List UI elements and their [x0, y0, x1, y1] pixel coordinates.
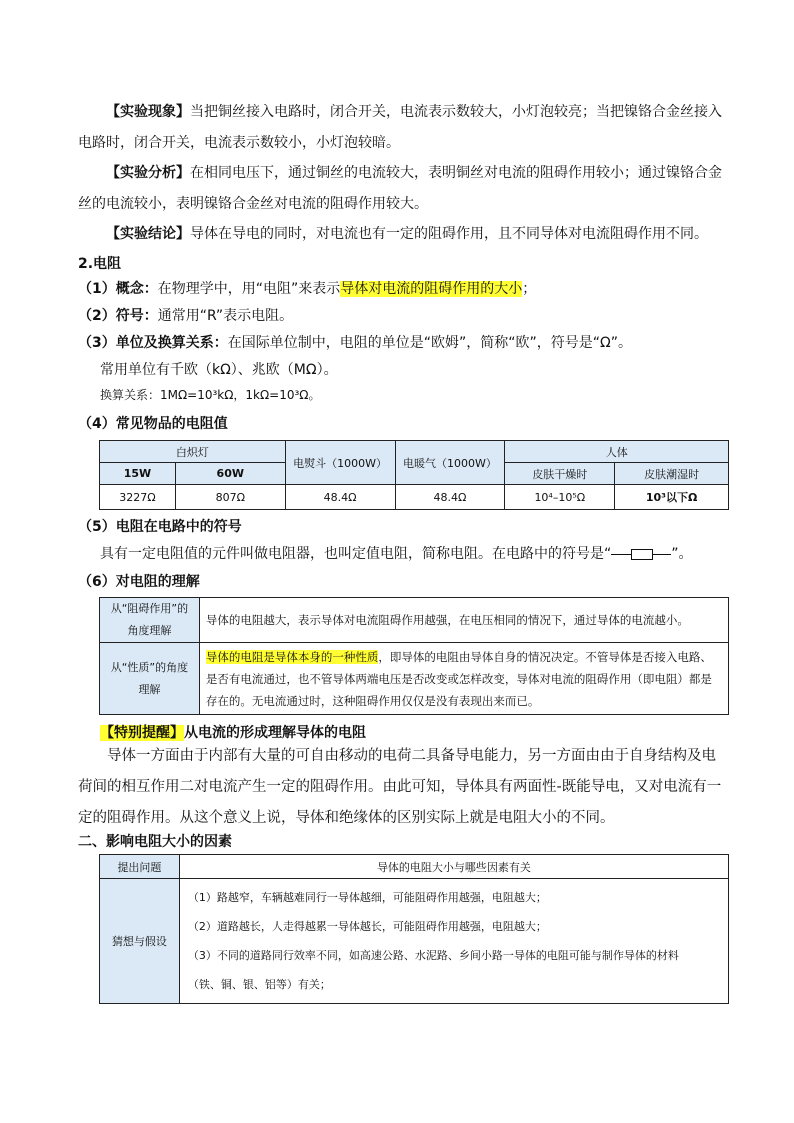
- row1-head: 从“阻碍作用”的角度理解: [100, 598, 200, 643]
- w15-header: 15W: [100, 463, 176, 485]
- unit-text: 在国际单位制中，电阻的单位是“欧姆”，简称“欧”，符号是“Ω”。: [227, 335, 632, 351]
- value-heater: 48.4Ω: [395, 485, 505, 510]
- hypothesis-2: （2）道路越长，人走得越累一导体越长，可能阻碍作用越强，电阻越大；: [187, 920, 547, 933]
- concept-end: ；: [522, 281, 537, 297]
- w60-header: 60W: [175, 463, 285, 485]
- reminder-line: [100, 722, 366, 742]
- dry-header: 皮肤干燥时: [505, 463, 615, 485]
- factors-heading: 二、影响电阻大小的因素: [78, 834, 232, 850]
- conclusion-label: 【实验结论】: [106, 226, 190, 242]
- heater-header: 电暖气（1000W）: [395, 441, 505, 485]
- unit-line: [78, 332, 632, 352]
- resistance-heading: 2.电阻: [78, 256, 122, 272]
- question-label: 提出问题: [100, 855, 180, 879]
- question-text: 导体的电阻大小与哪些因素有关: [179, 855, 728, 879]
- human-header: 人体: [505, 441, 729, 463]
- understanding-label: （6）对电阻的理解: [78, 574, 200, 590]
- circuit-line: [100, 543, 693, 563]
- factors-table: [99, 854, 729, 1004]
- resistor-symbol-icon: [611, 548, 671, 560]
- hypothesis-3a: （3）不同的道路同行效率不同，如高速公路、水泥路、乡间小路一导体的电阻可能与制作导体的材料: [187, 949, 679, 962]
- hypothesis-cell: [179, 879, 728, 1004]
- iron-header: 电熨斗（1000W）: [285, 441, 395, 485]
- phenomenon-label: 【实验现象】: [106, 104, 190, 120]
- phenomenon-text: 当把铜丝接入电路时，闭合开关，电流表示数较大，小灯泡较亮；当把镍铬合金丝接入电路时，闭合开关，电流表示数较小，小灯泡较暗。: [78, 104, 722, 151]
- unit-label: （3）单位及换算关系：: [78, 335, 228, 351]
- hypothesis-label: 猜想与假设: [100, 879, 180, 1004]
- concept-highlight: 导体对电流的阻碍作用的大小: [340, 281, 523, 297]
- reminder-title: 从电流的形成理解导体的电阻: [184, 725, 366, 741]
- conclusion-paragraph: [78, 219, 724, 250]
- value-dry: 10⁴–10⁵Ω: [505, 485, 615, 510]
- concept-line: [78, 278, 536, 298]
- hypothesis-1: （1）路越窄，车辆越难同行一导体越细，可能阻碍作用越强，电阻越大；: [187, 891, 547, 904]
- wet-header: 皮肤潮湿时: [615, 463, 729, 485]
- row2-head: 从“性质”的角度理解: [100, 643, 200, 715]
- symbol-text: 通常用“R”表示电阻。: [157, 308, 294, 324]
- hypothesis-3b: （铁、铜、银、铝等）有关；: [187, 978, 331, 991]
- common-units: 常用单位有千欧（kΩ）、兆欧（MΩ）。: [100, 362, 338, 378]
- reminder-label: 【特别提醒】: [100, 725, 184, 741]
- conclusion-text: 导体在导电的同时，对电流也有一定的阻碍作用，且不同导体对电流阻碍作用不同。: [190, 226, 708, 242]
- row2-cell: [199, 643, 728, 715]
- symbol-line: [78, 305, 293, 325]
- row1-text: 导体的电阻越大，表示导体对电流阻碍作用越强，在电压相同的情况下，通过导体的电流越小。: [199, 598, 728, 643]
- analysis-label: 【实验分析】: [106, 165, 190, 181]
- row2-text: ，即导体的电阻由导体自身的情况决定。不管导体是否接入电路、是否有电流通过，也不管导体两端电压是否改变或怎样改变，导体对电流的阻碍作用（即电阻）都是存在的。无电流通过时，这种阻碍作用仅仅是没有表现出来而已。: [205, 649, 712, 708]
- circuit-label: （5）电阻在电路中的符号: [78, 519, 242, 535]
- resistance-values-table: [99, 440, 729, 510]
- concept-label: （1）概念：: [78, 281, 158, 297]
- value-wet: 10³以下Ω: [615, 485, 729, 510]
- incandescent-header: 白炽灯: [100, 441, 286, 463]
- value-60w: 807Ω: [175, 485, 285, 510]
- analysis-paragraph: [78, 158, 724, 220]
- value-15w: 3227Ω: [100, 485, 176, 510]
- reminder-paragraph: 导体一方面由于内部有大量的可自由移动的电荷二具备导电能力，另一方面由由于自身结构及电荷间的相互作用二对电流产生一定的阻碍作用。由此可知，导体具有两面性-既能导电，又对电流有一定的阻碍作用。从这个意义上说，导体和绝缘体的区别实际上就是电阻大小的不同。: [78, 748, 722, 826]
- circuit-end: ”。: [671, 546, 693, 562]
- row2-highlight: 导体的电阻是导体本身的一种性质: [205, 649, 379, 664]
- common-items-label: （4）常见物品的电阻值: [78, 416, 228, 432]
- phenomenon-paragraph: [78, 97, 724, 159]
- value-iron: 48.4Ω: [285, 485, 395, 510]
- circuit-text: 具有一定电阻值的元件叫做电阻器，也叫定值电阻，简称电阻。在电路中的符号是“: [100, 546, 612, 562]
- symbol-label: （2）符号：: [78, 308, 158, 324]
- analysis-text: 在相同电压下，通过铜丝的电流较大，表明铜丝对电流的阻碍作用较小；通过镍铬合金丝的电流较小，表明镍铬合金丝对电流的阻碍作用较大。: [78, 165, 722, 212]
- conversion: 换算关系：1MΩ=10³kΩ，1kΩ=10³Ω。: [100, 388, 321, 402]
- concept-text: 在物理学中，用“电阻”来表示: [157, 281, 341, 297]
- understanding-table: [99, 597, 729, 715]
